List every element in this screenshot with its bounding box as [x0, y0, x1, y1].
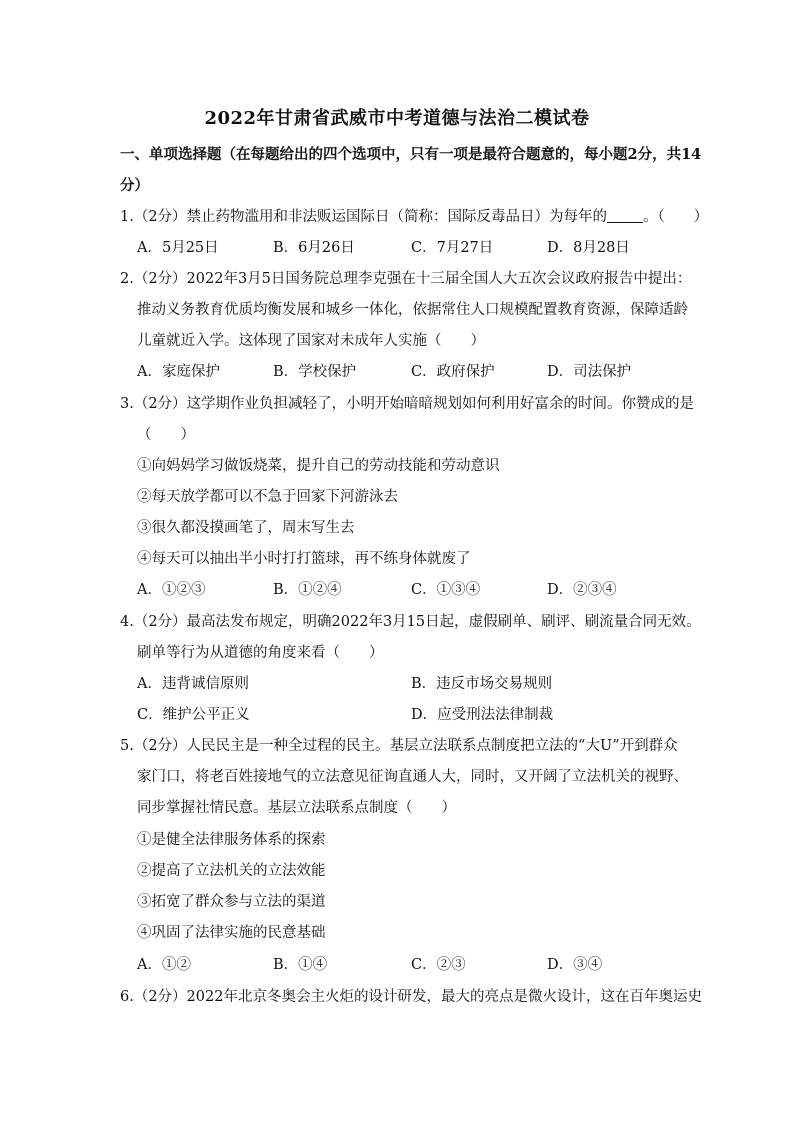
section-heading-line1: 一、单项选择题（在每题给出的四个选项中，只有一项是最符合题意的，每小题2分，共14 [120, 146, 702, 163]
question-3-line2: （ ） [137, 427, 195, 443]
question-2-line3: 儿童就近入学。这体现了国家对未成年人实施（ ） [137, 333, 485, 349]
q4-option-a: A．违背诚信原则 [137, 676, 249, 692]
q4-option-c: C．维护公平正义 [137, 707, 250, 723]
q5-option-a: A．①② [137, 957, 191, 973]
question-5-line3: 同步掌握社情民意。基层立法联系点制度（ ） [137, 800, 456, 816]
q1-option-b: B．6月26日 [273, 240, 355, 256]
q2-option-d: D．司法保护 [547, 364, 632, 380]
question-5-line1: 5.（2分）人民民主是一种全过程的民主。基层立法联系点制度把立法的“大U”开到群众 [120, 738, 678, 754]
q3-statement-2: ②每天放学都可以不急于回家下河游泳去 [137, 489, 398, 505]
question-2-line1: 2.（2分）2022年3月5日国务院总理李克强在十三届全国人大五次会议政府报告中提出： [120, 271, 692, 287]
q3-statement-1: ①向妈妈学习做饭烧菜，提升自己的劳动技能和劳动意识 [137, 458, 500, 474]
q3-option-d: D．②③④ [547, 582, 617, 598]
question-6-line1: 6.（2分）2022年北京冬奥会主火炬的设计研发，最大的亮点是微火设计，这在百年奥运史 [120, 989, 702, 1005]
q5-statement-1: ①是健全法律服务体系的探索 [137, 832, 326, 848]
question-1-text [120, 207, 708, 227]
q5-statement-3: ③拓宽了群众参与立法的渠道 [137, 894, 326, 910]
q2-option-c: C．政府保护 [411, 364, 495, 380]
question-2-line2: 推动义务教育优质均衡发展和城乡一体化，依据常住人口规模配置教育资源，保障适龄 [137, 302, 688, 318]
question-3-line1: 3.（2分）这学期作业负担减轻了，小明开始暗暗规划如何利用好富余的时间。你赞成的是 [120, 396, 695, 412]
q4-option-d: D．应受刑法法律制裁 [411, 707, 554, 723]
q5-option-b: B．①④ [273, 957, 328, 973]
question-1-text-b: 。（ ） [643, 209, 709, 225]
q5-statement-2: ②提高了立法机关的立法效能 [137, 863, 326, 879]
q2-option-b: B．学校保护 [273, 364, 357, 380]
page-title: 2022年甘肃省武威市中考道德与法治二模试卷 [204, 108, 590, 129]
q3-option-c: C．①③④ [411, 582, 481, 598]
q5-option-c: C．②③ [411, 957, 466, 973]
q3-option-b: B．①②④ [273, 582, 342, 598]
q1-option-a: A．5月25日 [137, 240, 219, 256]
q5-option-d: D．③④ [547, 957, 603, 973]
q4-option-b: B．违反市场交易规则 [411, 676, 553, 692]
q1-option-d: D．8月28日 [547, 240, 630, 256]
q5-statement-4: ④巩固了法律实施的民意基础 [137, 925, 326, 941]
question-4-line1: 4.（2分）最高法发布规定，明确2022年3月15日起，虚假刷单、刷评、刷流量合同无效。 [120, 614, 701, 630]
q3-option-a: A．①②③ [137, 582, 206, 598]
q2-option-a: A．家庭保护 [137, 364, 220, 380]
q1-option-c: C．7月27日 [411, 240, 494, 256]
q3-statement-4: ④每天可以抽出半小时打打篮球，再不练身体就废了 [137, 551, 471, 567]
answer-blank [607, 208, 643, 223]
question-5-line2: 家门口，将老百姓接地气的立法意见征询直通人大，同时，又开阔了立法机关的视野、 [137, 769, 688, 785]
question-4-line2: 刷单等行为从道德的角度来看（ ） [137, 645, 384, 661]
question-1-text-a: 1.（2分）禁止药物滥用和非法贩运国际日（简称：国际反毒品日）为每年的 [120, 209, 608, 225]
q3-statement-3: ③很久都没摸画笔了，周末写生去 [137, 520, 355, 536]
section-heading-line2: 分） [120, 177, 149, 194]
